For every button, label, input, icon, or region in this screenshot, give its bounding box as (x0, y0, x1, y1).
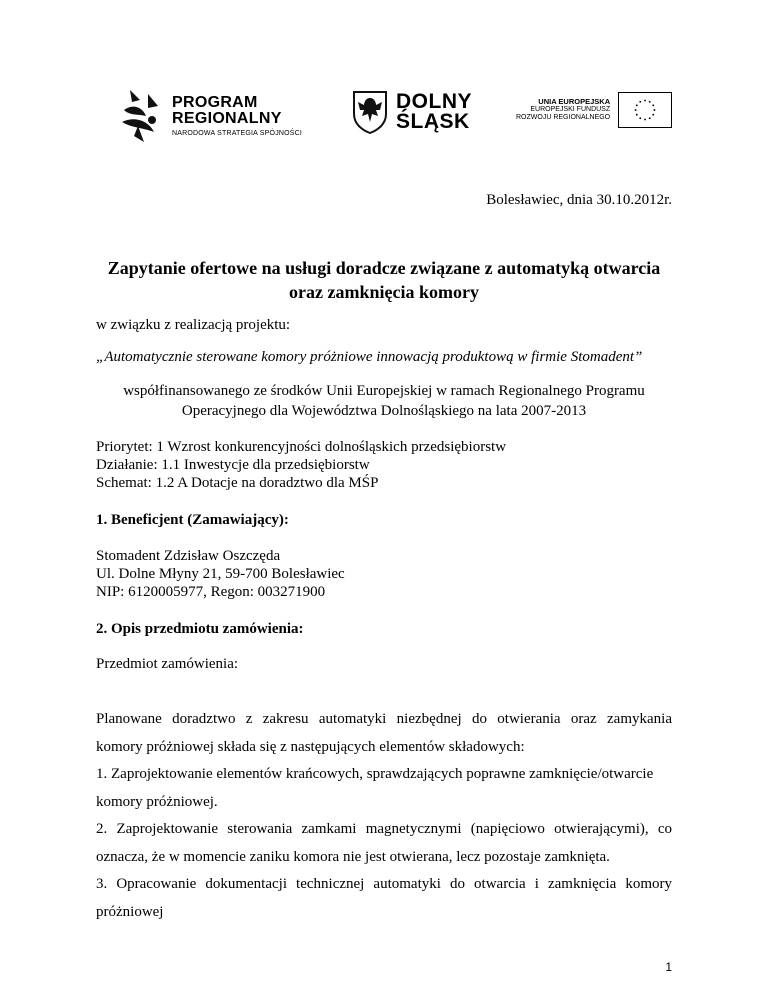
dolny-slask-logo (352, 90, 472, 134)
beneficiary-address: Ul. Dolne Młyny 21, 59-700 Bolesławiec (96, 566, 345, 582)
intro-paragraph-line-1: Planowane doradztwo z zakresu automatyki niezbędnej do otwierania oraz zamykania (96, 711, 672, 727)
title-line-1: Zapytanie ofertowe na usługi doradcze związane z automatyką otwarcia (107, 258, 661, 278)
section-1-heading: 1. Beneficjent (Zamawiający): (96, 512, 289, 528)
dolny-line: DOLNY (396, 90, 472, 114)
item-2-line-1: 2. Zaprojektowanie sterowania zamkami magnetycznymi (napięciowo otwierającymi), co (96, 821, 672, 837)
strategia-line: NARODOWA STRATEGIA SPÓJNOŚCI (172, 130, 303, 137)
eu-flag-icon (618, 92, 672, 128)
logo-bar (0, 86, 768, 146)
unia-europejska-line: UNIA EUROPEJSKA (538, 96, 611, 106)
program-regionalny-emblem-icon (118, 86, 166, 146)
beneficiary-name: Stomadent Zdzisław Oszczęda (96, 548, 281, 564)
fundusz-line: EUROPEJSKI FUNDUSZ (530, 106, 611, 114)
page-number: 1 (665, 960, 672, 974)
cofinance-line-1: współfinansowanego ze środków Unii Europejskiej w ramach Regionalnego Programu (123, 383, 645, 399)
item-2-line-2: oznacza, że w momencie zaniku komora nie jest otwierana, lecz pozostaje zamknięta. (96, 849, 610, 865)
eu-logo (516, 92, 672, 128)
eagle-shield-icon (352, 90, 388, 134)
document-title (0, 256, 768, 304)
item-3-line-1: 3. Opracowanie dokumentacji technicznej automatyki do otwarcia i zamknięcia komory (96, 876, 672, 892)
title-line-2: oraz zamknięcia komory (289, 282, 479, 302)
intro-paragraph-line-2: komory próżniowej składa się z następujących elementów składowych: (96, 739, 525, 755)
document-date: Bolesławiec, dnia 30.10.2012r. (486, 192, 672, 208)
beneficiary-ids: NIP: 6120005977, Regon: 003271900 (96, 584, 326, 600)
intro-text: w związku z realizacją projektu: (96, 317, 291, 333)
item-3-line-2: próżniowej (96, 904, 164, 920)
section-2-heading: 2. Opis przedmiotu zamówienia: (96, 621, 304, 637)
cofinance-line-2: Operacyjnego dla Województwa Dolnośląskiego na lata 2007-2013 (181, 403, 587, 419)
program-line: PROGRAM (172, 94, 258, 111)
rozwoju-line: ROZWOJU REGIONALNEGO (516, 114, 611, 122)
action-text: Działanie: 1.1 Inwestycje dla przedsiębiorstw (96, 457, 370, 473)
regionalny-line: REGIONALNY (172, 110, 282, 127)
slask-line: ŚLĄSK (396, 110, 470, 133)
subject-label: Przedmiot zamówienia: (96, 656, 239, 672)
priority-text: Priorytet: 1 Wzrost konkurencyjności dolnośląskich przedsiębiorstw (96, 439, 507, 455)
scheme-text: Schemat: 1.2 A Dotacje na doradztwo dla MŚP (96, 475, 379, 491)
program-regionalny-logo (118, 86, 302, 146)
item-1-line-1: 1. Zaprojektowanie elementów krańcowych, sprawdzających poprawne zamknięcie/otwarcie (96, 766, 654, 782)
item-1-line-2: komory próżniowej. (96, 794, 218, 810)
project-name: „Automatycznie sterowane komory próżniowe innowacją produktową w firmie Stomadent” (96, 349, 643, 365)
